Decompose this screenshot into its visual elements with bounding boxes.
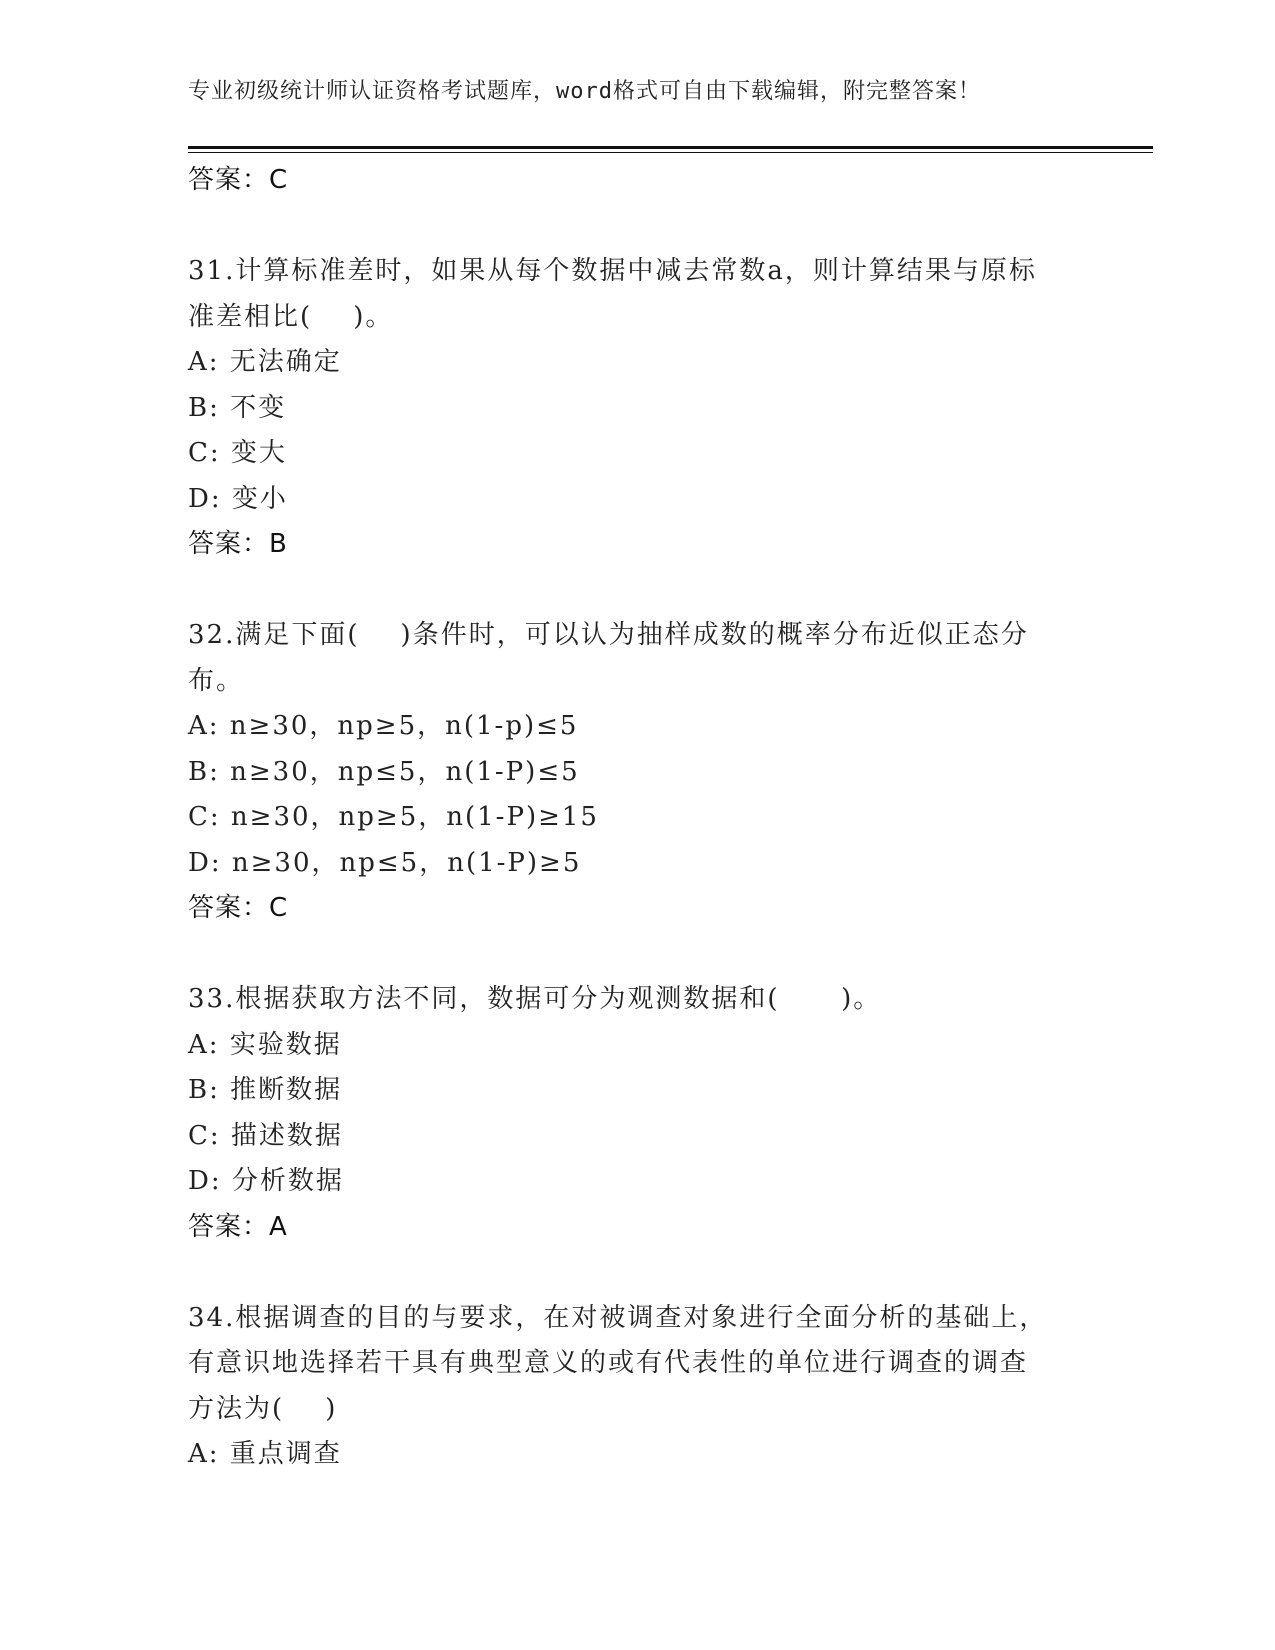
question-33 <box>188 977 1078 1250</box>
question-option: D: 变小 <box>188 483 288 514</box>
question-answer: 答案：A <box>188 1211 288 1242</box>
header-divider-thin <box>188 152 1153 153</box>
spacer <box>188 932 1078 978</box>
question-option: B: 推断数据 <box>188 1075 343 1105</box>
question-stem-line: 34.根据调查的目的与要求，在对被调查对象进行全面分析的基础上， <box>188 1302 1048 1333</box>
question-option: D: 分析数据 <box>188 1166 344 1196</box>
question-option: A: 无法确定 <box>188 347 342 377</box>
question-option: B: 不变 <box>188 392 287 423</box>
question-option: C: n≥30，np≥5，n(1-P)≥15 <box>188 802 599 832</box>
question-option: D: n≥30，np≤5，n(1-P)≥5 <box>188 847 582 878</box>
question-34 <box>188 1296 1078 1478</box>
question-option: A: n≥30，np≥5，n(1-p)≤5 <box>188 711 579 741</box>
previous-answer: 答案：C <box>188 165 289 195</box>
question-31 <box>188 249 1078 568</box>
question-list <box>188 158 1078 1478</box>
question-option: C: 描述数据 <box>188 1120 343 1151</box>
question-option: C: 变大 <box>188 438 287 468</box>
question-option: A: 实验数据 <box>188 1029 342 1060</box>
question-stem-line: 布。 <box>188 665 245 696</box>
header-divider-thick <box>188 146 1153 149</box>
page-header-title: 专业初级统计师认证资格考试题库，word格式可自由下载编辑，附完整答案！ <box>188 79 981 104</box>
question-stem-line: 32.满足下面( )条件时，可以认为抽样成数的概率分布近似正态分 <box>188 620 1029 650</box>
question-option: A: 重点调查 <box>188 1439 342 1469</box>
question-stem-line: 准差相比( )。 <box>188 301 394 332</box>
spacer <box>188 1250 1078 1296</box>
spacer <box>188 568 1078 614</box>
question-stem-line: 33.根据获取方法不同，数据可分为观测数据和( )。 <box>188 984 882 1014</box>
question-stem-line: 31.计算标准差时，如果从每个数据中减去常数a，则计算结果与原标 <box>188 256 1037 286</box>
question-stem-line: 方法为( ) <box>188 1393 338 1424</box>
question-stem-line: 有意识地选择若干具有典型意义的或有代表性的单位进行调查的调查 <box>188 1348 1029 1378</box>
question-32 <box>188 613 1078 932</box>
spacer <box>188 204 1078 250</box>
question-option: B: n≥30，np≤5，n(1-P)≤5 <box>188 756 580 787</box>
question-answer: 答案：C <box>188 893 289 923</box>
question-answer: 答案：B <box>188 529 288 559</box>
